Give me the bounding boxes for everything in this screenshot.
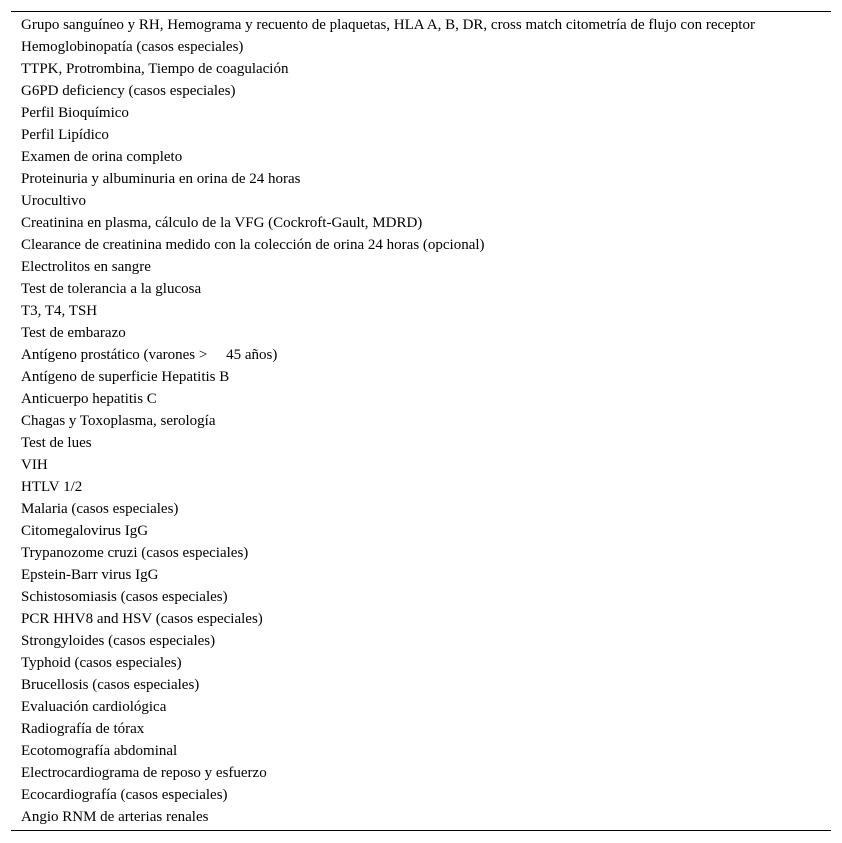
table-row: Ecocardiografía (casos especiales) (21, 787, 228, 803)
table-row: Test de embarazo (21, 325, 126, 341)
table-row: Evaluación cardiológica (21, 699, 167, 715)
table-row: Hemoglobinopatía (casos especiales) (21, 39, 244, 55)
table-row: Chagas y Toxoplasma, serología (21, 413, 216, 429)
table-row: Malaria (casos especiales) (21, 501, 179, 517)
table-row: Electrolitos en sangre (21, 259, 151, 275)
table-row: Proteinuria y albuminuria en orina de 24 horas (21, 171, 301, 187)
table-row: Typhoid (casos especiales) (21, 655, 182, 671)
table-row: Clearance de creatinina medido con la colección de orina 24 horas (opcional) (21, 237, 485, 253)
exam-table (11, 11, 831, 831)
table-row: G6PD deficiency (casos especiales) (21, 83, 236, 99)
table-row: Grupo sanguíneo y RH, Hemograma y recuento de plaquetas, HLA A, B, DR, cross match citometría de flujo con receptor (21, 17, 755, 33)
table-row: Antígeno de superficie Hepatitis B (21, 369, 230, 385)
table-row: Strongyloides (casos especiales) (21, 633, 216, 649)
table-row: Test de lues (21, 435, 92, 451)
table-row: VIH (21, 457, 48, 473)
table-row: Ecotomografía abdominal (21, 743, 178, 759)
table-row: T3, T4, TSH (21, 303, 98, 319)
table-row: HTLV 1/2 (21, 479, 83, 495)
table-row: Creatinina en plasma, cálculo de la VFG (Cockroft-Gault, MDRD) (21, 215, 423, 231)
table-row: Epstein-Barr virus IgG (21, 567, 159, 583)
table-row: Citomegalovirus IgG (21, 523, 149, 539)
table-row: Urocultivo (21, 193, 86, 209)
table-row: Examen de orina completo (21, 149, 183, 165)
table-row: Perfil Bioquímico (21, 105, 129, 121)
table-row: Electrocardiograma de reposo y esfuerzo (21, 765, 267, 781)
table-row: Schistosomiasis (casos especiales) (21, 589, 228, 605)
table-row: Test de tolerancia a la glucosa (21, 281, 202, 297)
table-row: Antígeno prostático (varones > 45 años) (21, 347, 278, 363)
table-row: Anticuerpo hepatitis C (21, 391, 157, 407)
table-row: Brucellosis (casos especiales) (21, 677, 200, 693)
table-row: TTPK, Protrombina, Tiempo de coagulación (21, 61, 289, 77)
table-row: Trypanozome cruzi (casos especiales) (21, 545, 249, 561)
table-row: Radiografía de tórax (21, 721, 145, 737)
table-row: Perfil Lipídico (21, 127, 109, 143)
table-row: Angio RNM de arterias renales (21, 809, 209, 825)
table-row: PCR HHV8 and HSV (casos especiales) (21, 611, 263, 627)
